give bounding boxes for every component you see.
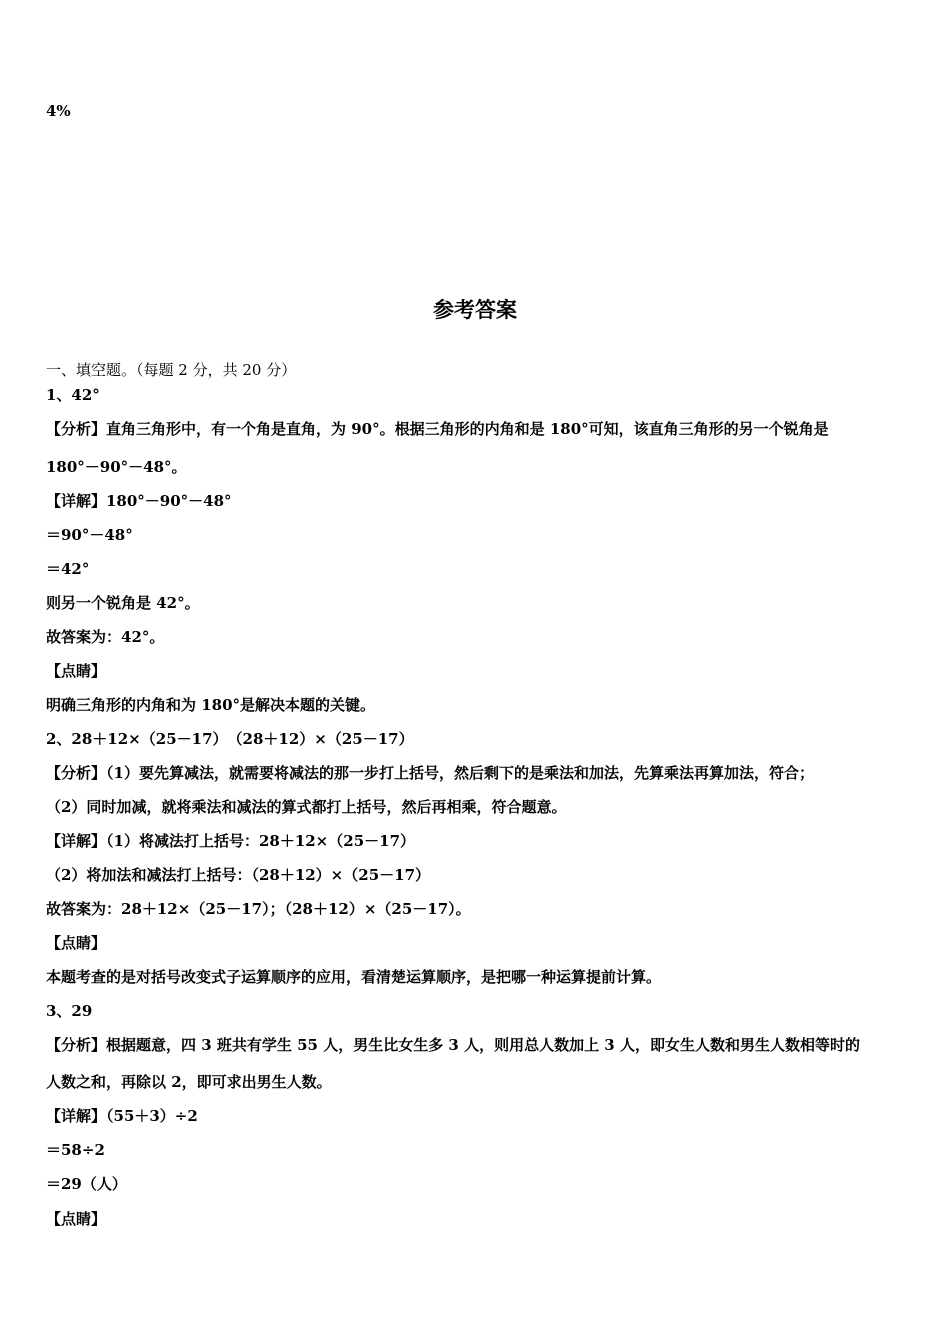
question-2-final-answer: 故答案为：28＋12×（25－17）；（28＋12）×（25－17）。 [46,900,471,918]
section-heading: 一、填空题。（每题 2 分，共 20 分） [46,361,297,379]
previous-answer-value: 4% [46,102,71,120]
question-1-final-answer: 故答案为：42°。 [46,628,165,646]
question-1-conclusion: 则另一个锐角是 42°。 [46,594,200,612]
page-title: 参考答案 [433,298,517,322]
question-1-answer: 1、42° [46,386,100,404]
question-3-step: ＝29（人） [46,1175,127,1193]
question-1-analysis-cont: 180°－90°－48°。 [46,458,187,476]
question-3-answer: 3、29 [46,1002,93,1020]
question-1-step: ＝42° [46,560,90,578]
question-3-analysis: 【分析】根据题意，四 3 班共有学生 55 人，男生比女生多 3 人，则用总人数加上 3 人，即女生人数和男生人数相等时的 [46,1036,860,1054]
question-3-analysis-cont: 人数之和，再除以 2，即可求出男生人数。 [46,1073,332,1091]
question-3-step: ＝58÷2 [46,1141,105,1159]
question-1-analysis: 【分析】直角三角形中，有一个角是直角，为 90°。根据三角形的内角和是 180°可知，该直角三角形的另一个锐角是 [46,420,829,438]
question-2-comment-label: 【点睛】 [46,934,107,952]
question-2-detail: 【详解】（1）将减法打上括号：28＋12×（25－17） [46,832,416,850]
question-3-detail: 【详解】（55＋3）÷2 [46,1107,198,1125]
question-1-detail: 【详解】180°－90°－48° [46,492,232,510]
question-2-analysis-cont: （2）同时加减，就将乘法和减法的算式都打上括号，然后再相乘，符合题意。 [46,798,567,816]
question-2-answer: 2、28＋12×（25－17） （28＋12）×（25－17） [46,730,414,748]
question-1-comment: 明确三角形的内角和为 180°是解决本题的关键。 [46,696,376,714]
question-3-comment-label: 【点睛】 [46,1210,107,1228]
question-2-analysis: 【分析】（1）要先算减法，就需要将减法的那一步打上括号，然后剩下的是乘法和加法，先算乘法再算加法，符合； [46,764,814,782]
question-1-comment-label: 【点睛】 [46,662,107,680]
question-1-step: ＝90°－48° [46,526,133,544]
question-2-comment: 本题考查的是对括号改变式子运算顺序的应用，看清楚运算顺序，是把哪一种运算提前计算。 [46,968,662,986]
question-2-detail-cont: （2）将加法和减法打上括号：（28＋12）×（25－17） [46,866,431,884]
